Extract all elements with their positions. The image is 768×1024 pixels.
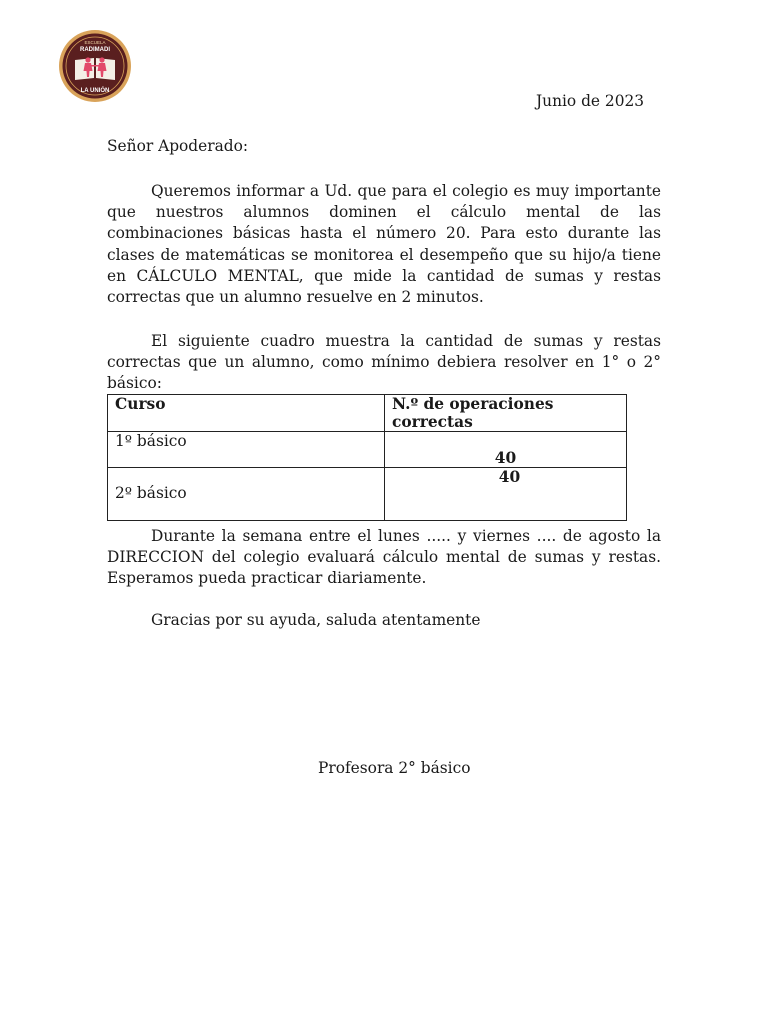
table-row bbox=[108, 468, 627, 521]
salutation: Señor Apoderado: bbox=[107, 137, 249, 155]
operations-cell: 40 bbox=[494, 449, 517, 467]
course-cell: 2º básico bbox=[115, 484, 187, 502]
school-logo bbox=[58, 29, 132, 103]
intro-paragraph: Queremos informar a Ud. que para el colegio es muy importante que nuestros alumnos dominen el cálculo mental de las combinaciones básicas hasta el número 20. Para esto durante las clases de matemáticas se monitorea el desempeño que su hijo/a tiene en CÁLCULO MENTAL, que mide la cantidad de sumas y restas correctas que un alumno resuelve en 2 minutos. bbox=[107, 182, 661, 307]
evaluation-paragraph: Durante la semana entre el lunes ..... y viernes .... de agosto la DIRECCION del colegio evaluará cálculo mental de sumas y restas. Esperamos pueda practicar diariamente. bbox=[107, 527, 661, 588]
course-cell: 1º básico bbox=[115, 432, 187, 450]
table-header-row bbox=[108, 395, 627, 432]
table-row bbox=[108, 432, 627, 468]
letter-date: Junio de 2023 bbox=[536, 92, 645, 110]
closing-paragraph: Gracias por su ayuda, saluda atentamente bbox=[151, 611, 481, 629]
header-course: Curso bbox=[108, 395, 385, 432]
book-icon bbox=[75, 58, 115, 80]
header-operations: N.º de operaciones correctas bbox=[385, 395, 627, 432]
table-intro-paragraph: El siguiente cuadro muestra la cantidad de sumas y restas correctas que un alumno, como mínimo debiera resolver en 1° o 2° básico: bbox=[107, 332, 661, 393]
operations-cell: 40 bbox=[498, 468, 521, 486]
operations-table bbox=[107, 394, 627, 521]
signature: Profesora 2° básico bbox=[318, 759, 471, 777]
logo-top-text: ESCUELA bbox=[84, 40, 106, 45]
logo-bottom-text: LA UNIÓN bbox=[80, 88, 110, 94]
logo-name-text: RADIMADI bbox=[80, 47, 110, 53]
